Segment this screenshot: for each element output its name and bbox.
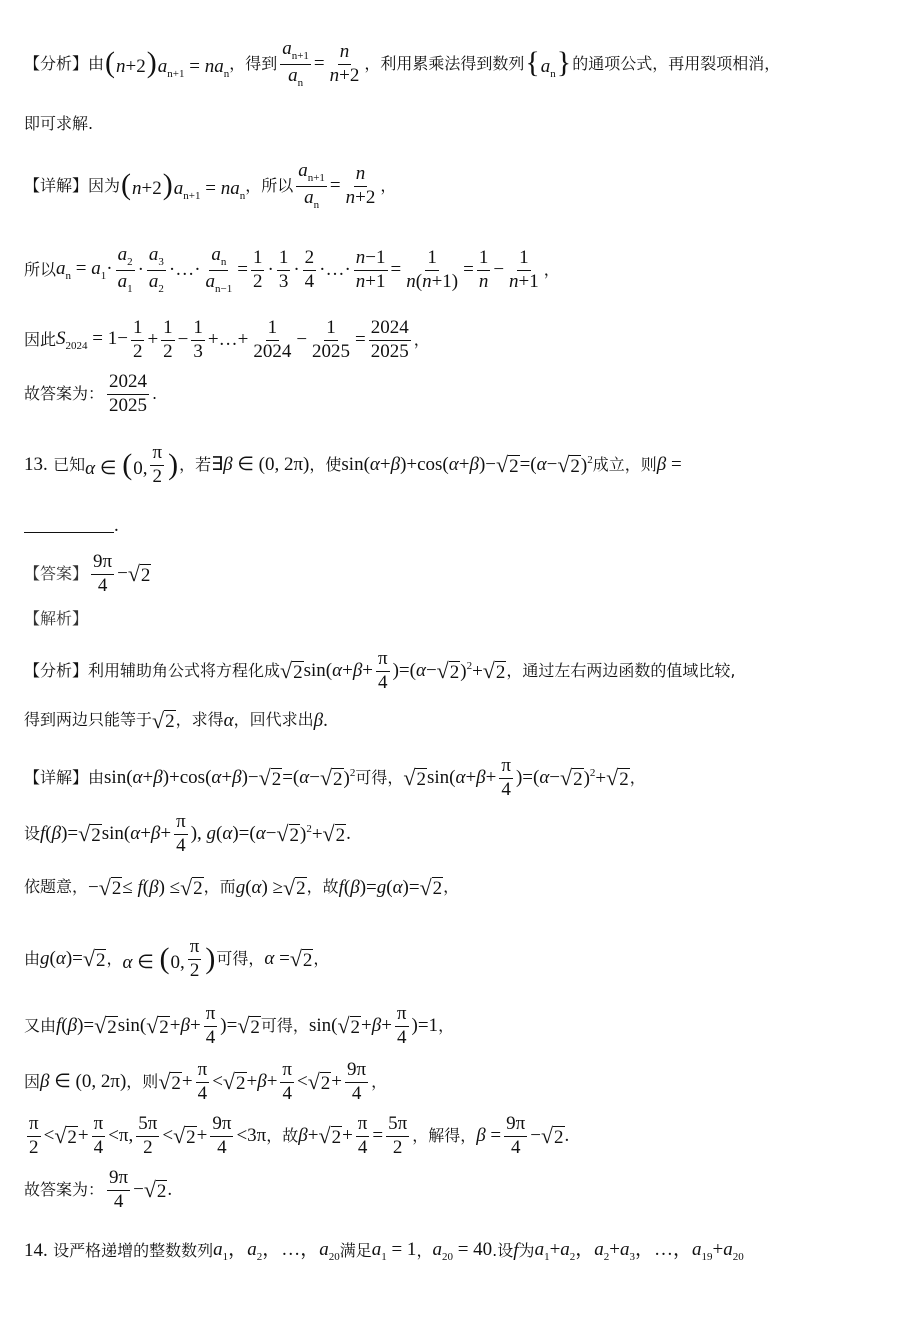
detail-13-line-1: 【详解】 由 sin(α+β)+cos(α+β)− √ 2 =(α− √ 2 )$^2$ 可得， √ 2 sin(α+β+ $\frac{\pi}{4}$ )=(α− √ 2 )$^2$+ √ 2 ， [24,754,646,800]
detail-line-2: 所以 $a_n = a_1\cdot$ $\frac{a_2}{a_1}$ · $\frac{a_3}{a_2}$ ·…· $\frac{a_n}{a_{n-1}}$ = $\frac{1}{2}$ · $\frac{1}{3}$ · $\frac{2}{4}$ ·…· $\frac{n-1}{n+1}$ = $\frac{1}{n(n+1)}$ = $\frac{1}{n}$ − $\frac{1}{n+1}$ ， [24,244,560,295]
question-number: 13. [24,454,48,476]
fraction: $\frac{a_{n+1}}{a_n}$ [282,38,309,89]
answer-tag: 【答案】 [24,563,89,583]
answer-13: 【答案】 $\frac{9\pi}{4}$ − √ 2 [24,550,151,596]
detail-line-1: 【详解】 因为 $(n+2)a_{n+1} = na_n$ ，所以 $\frac{a_{n+1}}{a_n}$ = $\frac{n}{n+2}$ ， [24,160,397,211]
analysis-line-2: 即可求解. [24,114,94,133]
detail-13-line-5: 又由 f(β)= √ 2 sin( √ 2 +β+ $\frac{\pi}{4}$ )= √ 2 可得， sin( √ 2 +β+ $\frac{\pi}{4}$ )=1 ， [24,1002,455,1048]
detail-13-line-6: 因 β ∈ (0, 2π) ，则 √ 2 + $\frac{\pi}{4}$ < √ 2 +β+ $\frac{\pi}{4}$ < √ 2 + $\frac{9\pi}{4}$ ， [24,1058,388,1104]
detail-13-line-2: 设 f(β)= √ 2 sin(α+β+ $\frac{\pi}{4}$ ), g(α)=(α− √ 2 )$^2$+ √ 2 . [24,810,351,856]
answer-line-13: 故答案为： $\frac{9\pi}{4}$ − √ 2 . [24,1166,173,1212]
detail-13-line-4: 由 g(α)= √ 2 ， α ∈ (0, $\frac{\pi}{2}$ ) 可得， α = √ 2 ， [24,935,330,981]
analysis-13-line-2: 得到两边只能等于 √ 2 ，求得 α ，回代求出 β . [24,708,328,733]
detail-tag: 【详解】 [24,175,89,195]
detail-13-line-7: $\frac{\pi}{2}$ < √ 2 + $\frac{\pi}{4}$ <π, $\frac{5\pi}{2}$ < √ 2 + $\frac{9\pi}{4}$ <3π ，故 β+ √ 2 + $\frac{\pi}{4}$ = $\frac{5\pi}{2}$ ，解得， β = $\frac{9\pi}{4}$ − √ 2 . [29,1112,570,1158]
answer-line-12: 故答案为： $\frac{2024}{2025}$ . [24,370,158,416]
analysis-tag: 【分析】 [24,53,89,73]
analysis-tag-13: 【解析】 [24,609,89,628]
question-number: 14. [24,1240,48,1262]
detail-line-3: 因此 $S_{2024} = 1-$ $\frac{1}{2}$ + $\frac{1}{2}$ − $\frac{1}{3}$ +…+ $\frac{1}{2024}$ − $\frac{1}{2025}$ = $\frac{2024}{2025}$ ， [24,316,430,362]
detail-13-line-3: 依题意， − √ 2 ≤ f(β) ≤ √ 2 ，而 g(α) ≥ √ 2 ，故 f(β)=g(α)= √ 2 ， [24,875,460,900]
fraction: $\frac{n}{n+2}$ [329,40,360,86]
question-13-blank: . [24,515,880,537]
analysis-13-line-1: 【分析】 利用辅助角公式将方程化成 √ 2 sin(α+β+ $\frac{\pi}{4}$ )=(α− √ 2 )$^2$+ √ 2 ，通过左右两边函数的值域比较, [24,647,736,693]
question-14: 14. 设严格递增的整数数列 $a_1$，$a_2$，…，$a_{20}$ 满足 $a_1 = 1$ ， $a_{20} = 40$ .设 f 为 $a_1+a_2$，$a_2+a_3$，…，$a_{19}+a_{20}$ [24,1238,744,1263]
formula: $(n+2)a_{n+1} = na_n$ [105,45,230,80]
answer-blank[interactable] [24,518,114,533]
analysis-line-1: 【分析】 由 $(n+2)a_{n+1} = na_n$ ，得到 $\frac{a_{n+1}}{a_n}$ = $\frac{n}{n+2}$ ，利用累乘法得到数列 $\{a_n\}$ 的通项公式，再用裂项相消， [24,38,781,89]
question-13: 13. 已知 α ∈ (0, $\frac{\pi}{2}$ ) ，若 ∃β ∈ (0, 2π) ，使 sin(α+β)+cos(α+β)− √ 2 =(α− √ 2 )$^2$ 成立，则 β = [24,441,682,487]
